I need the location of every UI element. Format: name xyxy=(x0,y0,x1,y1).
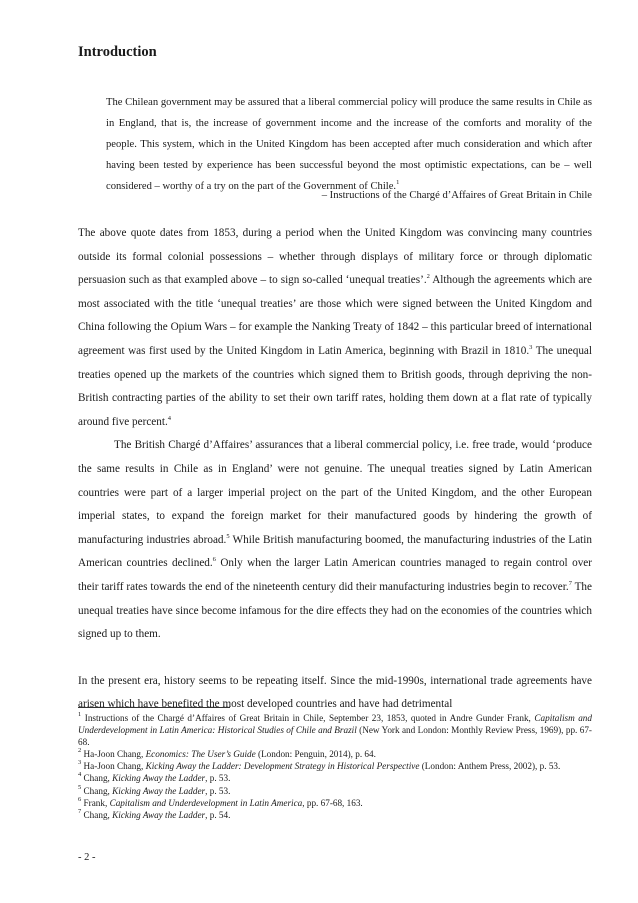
footnote-text: Chang, xyxy=(81,809,113,820)
footnote-number: 6 xyxy=(78,795,82,803)
footnote xyxy=(78,760,592,772)
footnote-title: Kicking Away the Ladder xyxy=(112,785,206,796)
footnote-title: Capitalism and Underdevelopment in Latin America xyxy=(109,797,303,808)
quote-body: The Chilean government may be assured that a liberal commercial policy will produce the same results in Chile as in England, that is, the increase of government income and the increase of the comforts and morality of the people. This system, which in the United Kingdom has been accepted after much consideration and which after having been tested by experience has been successful beyond the most optimistic expectations, can be – well considered – worthy of a try on the part of the Government of Chile. xyxy=(106,97,592,192)
footnote-number: 4 xyxy=(78,771,82,779)
quote-attribution: – Instructions of the Chargé d’Affaires of Great Britain in Chile xyxy=(321,190,592,201)
page-number: - 2 - xyxy=(78,852,96,863)
footnote-text: Frank, xyxy=(81,797,110,808)
footnote-number: 2 xyxy=(78,747,82,755)
sentence: Only when the larger Latin American countries managed to regain control over their tariff rates towards the end of the nineteenth century did their manufacturing industries begin to recover. xyxy=(78,557,592,593)
footnote-number: 5 xyxy=(78,783,82,791)
section-heading: Introduction xyxy=(78,44,157,60)
footnote-title: Kicking Away the Ladder: Development Strategy in Historical Perspective xyxy=(145,761,420,772)
footnote-title: Economics: The User’s Guide xyxy=(145,749,256,760)
body-text xyxy=(78,222,592,717)
paragraph-1 xyxy=(78,222,592,434)
sentence: The British Chargé d’Affaires’ assurances that a liberal commercial policy, i.e. free trade, would ‘produce the same results in Chile as in England’ were not genuine. The unequal treaties signed by Latin American countries were part of a larger imperial project on the part of the United Kingdom, and the other European imperial states, to expand the foreign market for their manufactured goods by hindering the growth of manufacturing industries abroad. xyxy=(78,439,592,546)
footnote-text: (New York and London: Monthly Review Press, 1969), pp. 67-68. xyxy=(78,725,592,748)
footnote-ref[interactable]: 2 xyxy=(426,273,430,281)
sentence: The unequal treaties opened up the markets of the countries which signed them to British goods, through depriving the non-British contracting parties of the ability to set their own tariff rates, holding them down at a flat rate of typically around five percent. xyxy=(78,344,592,428)
footnote-text: , pp. 67-68, 163. xyxy=(302,797,363,808)
block-quote xyxy=(106,92,592,197)
footnote-number: 1 xyxy=(78,711,82,718)
paragraph-3: In the present era, history seems to be repeating itself. Since the mid-1990s, international trade agreements have arisen which have benefited the most developed countries and have had detrimental xyxy=(78,674,592,711)
paragraph-2 xyxy=(78,434,592,646)
footnote-text: (London: Penguin, 2014), p. 64. xyxy=(255,749,376,760)
sentence: The unequal treaties have since become infamous for the dire effects they had on the economies of the countries which signed up to them. xyxy=(78,580,592,641)
footnote-divider xyxy=(78,707,230,708)
footnote-number: 7 xyxy=(78,807,82,815)
footnote xyxy=(78,712,592,748)
footnote-text: Ha-Joon Chang, xyxy=(81,761,146,772)
footnote-text: , p. 53. xyxy=(205,773,231,784)
footnotes xyxy=(78,712,592,821)
footnote-ref[interactable]: 6 xyxy=(212,556,216,564)
footnote xyxy=(78,809,592,821)
footnote xyxy=(78,772,592,784)
footnote-number: 3 xyxy=(78,759,82,767)
quote-text xyxy=(106,92,592,197)
footnote-title: Kicking Away the Ladder xyxy=(112,809,206,820)
footnote-text: , p. 53. xyxy=(205,785,231,796)
footnote xyxy=(78,748,592,760)
footnote-ref[interactable]: 7 xyxy=(568,579,572,587)
footnote-text: Instructions of the Chargé d’Affaires of Great Britain in Chile, September 23, 1853, quoted in Andre Gunder Frank, xyxy=(81,713,535,723)
footnote-ref[interactable]: 5 xyxy=(226,532,230,540)
footnote-text: , p. 54. xyxy=(205,809,231,820)
footnote-text: Chang, xyxy=(81,785,113,796)
footnote xyxy=(78,797,592,809)
sentence: The above quote dates from 1853, during a period when the United Kingdom was convincing many countries outside its formal colonial possessions – whether through displays of military force or through diplomatic persuasion such as that exampled above – to sign so-called ‘unequal treaties’. xyxy=(78,227,592,287)
footnote-ref[interactable]: 1 xyxy=(396,179,400,186)
footnote-text: (London: Anthem Press, 2002), p. 53. xyxy=(419,761,561,772)
sentence: While British manufacturing boomed, the manufacturing industries of the Latin American countries declined. xyxy=(78,533,592,570)
footnote xyxy=(78,785,592,797)
footnote-title: Capitalism and Underdevelopment in Latin America: Historical Studies of Chile and Brazil xyxy=(78,713,592,736)
footnote-ref[interactable]: 4 xyxy=(167,414,172,422)
footnote-text: Ha-Joon Chang, xyxy=(81,749,146,760)
sentence: Although the agreements which are most associated with the title ‘unequal treaties’ are those which were signed between the United Kingdom and China following the Opium Wars – for example the Nanking Treaty of 1842 – this particular breed of international agreement was first used by the United Kingdom in Latin America, beginning with Brazil in 1810. xyxy=(78,274,592,357)
footnote-text: Chang, xyxy=(81,773,113,784)
footnote-ref[interactable]: 3 xyxy=(529,343,533,351)
footnote-title: Kicking Away the Ladder xyxy=(112,773,206,784)
